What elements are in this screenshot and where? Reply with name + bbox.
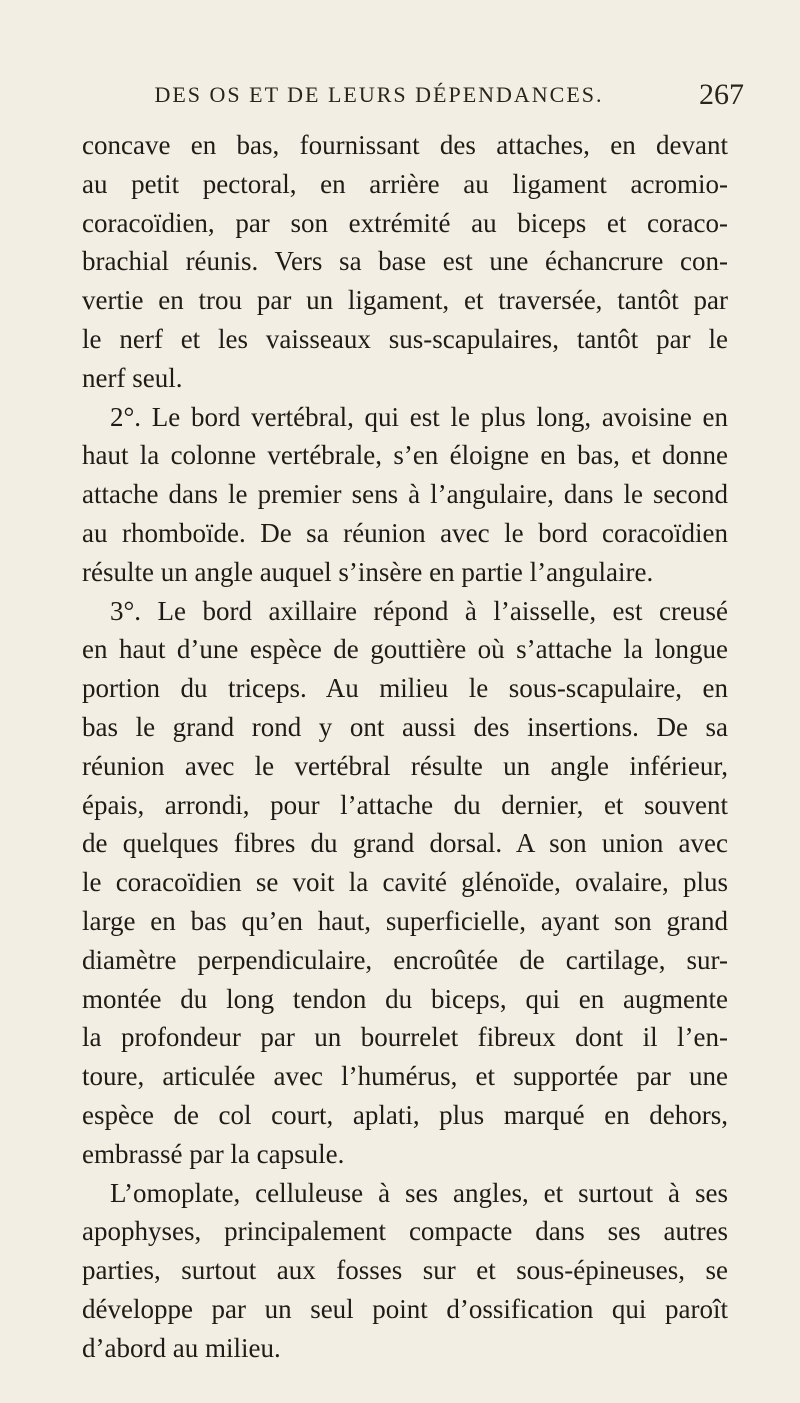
paragraph-4 xyxy=(82,1174,728,1368)
text-line: épais, arrondi, pour l’attache du dernier, et souvent xyxy=(82,789,728,820)
text-line: résulte un angle auquel s’insère en partie l’angulaire. xyxy=(82,556,654,587)
page-number: 267 xyxy=(699,78,744,111)
text-line: en haut d’une espèce de gouttière où s’attache la longue xyxy=(82,634,728,665)
page-header xyxy=(94,78,744,116)
text-line: le coracoïdien se voit la cavité glénoïde, ovalaire, plus xyxy=(82,867,728,898)
text-line: large en bas qu’en haut, superficielle, ayant son grand xyxy=(82,905,728,936)
text-line: 2°. Le bord vertébral, qui est le plus long, avoisine en xyxy=(110,401,728,432)
text-line: le nerf et les vaisseaux sus-scapulaires, tantôt par le xyxy=(82,323,728,354)
paragraph-3 xyxy=(82,592,728,1174)
body-text xyxy=(82,126,728,1368)
text-line: concave en bas, fournissant des attaches, en devant xyxy=(82,130,728,160)
text-line: parties, surtout aux fosses sur et sous-épineuses, se xyxy=(82,1255,728,1286)
paragraph-1 xyxy=(82,126,728,398)
text-line: toure, articulée avec l’humérus, et supportée par une xyxy=(82,1061,728,1092)
text-line: espèce de col court, aplati, plus marqué en dehors, xyxy=(82,1099,728,1130)
text-line: réunion avec le vertébral résulte un angle inférieur, xyxy=(82,750,728,781)
text-line: d’abord au milieu. xyxy=(82,1332,281,1363)
text-line: nerf seul. xyxy=(82,362,183,393)
text-line: brachial réunis. Vers sa base est une échancrure con- xyxy=(82,246,728,277)
text-line: diamètre perpendiculaire, encroûtée de cartilage, sur- xyxy=(82,944,728,975)
text-line: L’omoplate, celluleuse à ses angles, et surtout à ses xyxy=(110,1177,728,1208)
text-line: de quelques fibres du grand dorsal. A son union avec xyxy=(82,828,728,859)
text-line: haut la colonne vertébrale, s’en éloigne en bas, et donne xyxy=(82,440,728,471)
text-line: au rhomboïde. De sa réunion avec le bord coracoïdien xyxy=(82,517,728,548)
text-line: coracoïdien, par son extrémité au biceps et coraco- xyxy=(82,207,728,238)
text-line: au petit pectoral, en arrière au ligament acromio- xyxy=(82,168,728,199)
paragraph-2 xyxy=(82,398,728,592)
text-line: la profondeur par un bourrelet fibreux dont il l’en- xyxy=(82,1022,728,1053)
running-head: DES OS ET DE LEURS DÉPENDANCES. xyxy=(154,82,604,107)
text-line: développe par un seul point d’ossification qui paroît xyxy=(82,1293,728,1324)
text-line: vertie en trou par un ligament, et traversée, tantôt par xyxy=(82,285,728,316)
text-line: 3°. Le bord axillaire répond à l’aisselle, est creusé xyxy=(110,595,728,626)
text-line: bas le grand rond y ont aussi des insertions. De sa xyxy=(82,711,728,742)
text-line: portion du triceps. Au milieu le sous-scapulaire, en xyxy=(82,673,728,704)
text-line: embrassé par la capsule. xyxy=(82,1138,345,1169)
text-line: apophyses, principalement compacte dans ses autres xyxy=(82,1216,728,1247)
text-line: montée du long tendon du biceps, qui en augmente xyxy=(82,983,728,1014)
text-line: attache dans le premier sens à l’angulaire, dans le second xyxy=(82,479,728,510)
